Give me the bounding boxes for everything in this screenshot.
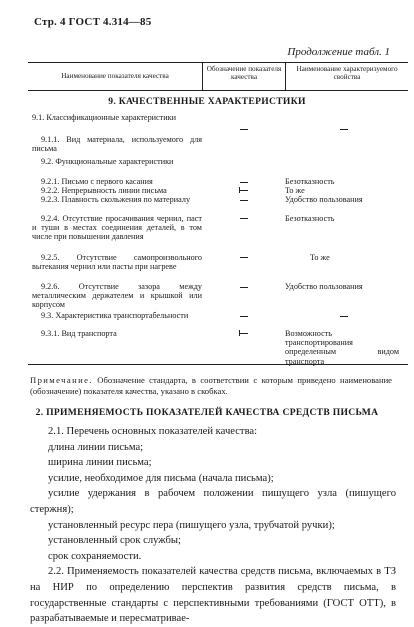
table-head-bottom-rule xyxy=(28,90,408,91)
section-title-applicability: 2. ПРИМЕНЯЕМОСТЬ ПОКАЗАТЕЛЕЙ КАЧЕСТВА СРЕДСТВ ПИСЬМА xyxy=(35,407,379,418)
table-row-name: 9.2.6. Отсутствие зазора между металлическим держателем и крышкой или корпусом xyxy=(32,282,202,310)
symbol-dash xyxy=(240,218,248,219)
symbol-dash xyxy=(240,182,248,183)
section-body xyxy=(30,424,396,627)
table-row-name: 9.2.4. Отсутствие просачивания чернил, паст и туши в местах соединения деталей, в том числе при повышении давления xyxy=(32,214,202,242)
col-header-indicator-name: Наименование показателя качества xyxy=(61,72,169,80)
list-item: срок сохраняемости. xyxy=(48,550,142,562)
table-row-property: Удобство пользования xyxy=(285,195,363,204)
table-bottom-rule xyxy=(28,364,408,365)
section-title-qualitative: 9. КАЧЕСТВЕННЫЕ ХАРАКТЕРИСТИКИ xyxy=(108,96,306,107)
symbol-dash xyxy=(240,190,248,191)
note-text: Обозначение стандарта, в соответствии с которым приведено наименование (обозначение) показателя качества, указано в скобках. xyxy=(30,375,392,396)
table-row-name: 9.2.3. Плавность скольжения по материалу xyxy=(41,195,191,204)
property-dash xyxy=(340,316,348,317)
list-item: длина линии письма; xyxy=(48,441,144,453)
symbol-dash xyxy=(240,287,248,288)
paragraph-2-1: 2.1. Перечень основных показателей качества: xyxy=(48,426,258,437)
table-row-property: Безотказность xyxy=(285,214,335,223)
table-row-property: То же xyxy=(285,186,305,195)
table-note xyxy=(30,375,392,397)
symbol-dash xyxy=(240,257,248,258)
table-row-property: Возможность транспортирования определенным видом транспорта xyxy=(285,329,399,366)
table-col-divider-1 xyxy=(202,62,203,90)
table-row-property: Удобство пользования xyxy=(285,282,363,291)
table-row-name: 9.3. Характеристика транспортабельности xyxy=(41,311,189,320)
note-label: Примечание. xyxy=(30,375,93,385)
property-dash xyxy=(340,129,348,130)
list-item: ширина линии письма; xyxy=(48,457,152,469)
col-header-indicator-symbol: Обозначение показателя качества xyxy=(206,65,282,81)
table-row-property: То же xyxy=(310,253,330,262)
table-top-rule xyxy=(28,62,408,63)
table-row-property: Безотказность xyxy=(285,177,335,186)
list-item: усилие, необходимое для письма (начала письма); xyxy=(48,472,274,484)
col-header-property-name: Наименование характеризуемого свойства xyxy=(296,65,398,81)
symbol-dash xyxy=(240,129,248,130)
table-row-name: 9.1.1. Вид материала, используемого для письма xyxy=(32,135,202,154)
table-row-name: 9.1. Классификационные характеристики xyxy=(32,113,176,122)
table-row-name: 9.3.1. Вид транспорта xyxy=(41,329,117,338)
table-continuation-label: Продолжение табл. 1 xyxy=(287,46,390,58)
table-row-name: 9.2.5. Отсутствие самопроизвольного вытекания чернил или пасты при нагреве xyxy=(32,253,202,272)
list-item: установленный срок службы; xyxy=(48,535,181,547)
paragraph-2-2: 2.2. Применяемость показателей качества средств письма, включаемых в ТЗ на НИР по определению перспектив развития средств письма, в государственные стандарты с перспективными требованиями (ГОСТ ОТТ), в разрабатываемые и пересматривае- xyxy=(30,566,396,625)
symbol-dash xyxy=(240,316,248,317)
list-item: усилие удержания в рабочем положении пишущего узла (пишущего стержня); xyxy=(30,488,396,515)
table-row-name: 9.2.2. Непрерывность линии письма xyxy=(41,186,167,195)
symbol-dash xyxy=(240,333,248,334)
table-row-name: 9.2. Функциональные характеристики xyxy=(41,157,174,166)
symbol-dash xyxy=(240,200,248,201)
list-item: установленный ресурс пера (пишущего узла, трубчатой ручки); xyxy=(48,519,335,531)
table-col-divider-2 xyxy=(285,62,286,90)
page-header: Стр. 4 ГОСТ 4.314—85 xyxy=(34,16,152,28)
table-row-name: 9.2.1. Письмо с первого касания xyxy=(41,177,153,186)
